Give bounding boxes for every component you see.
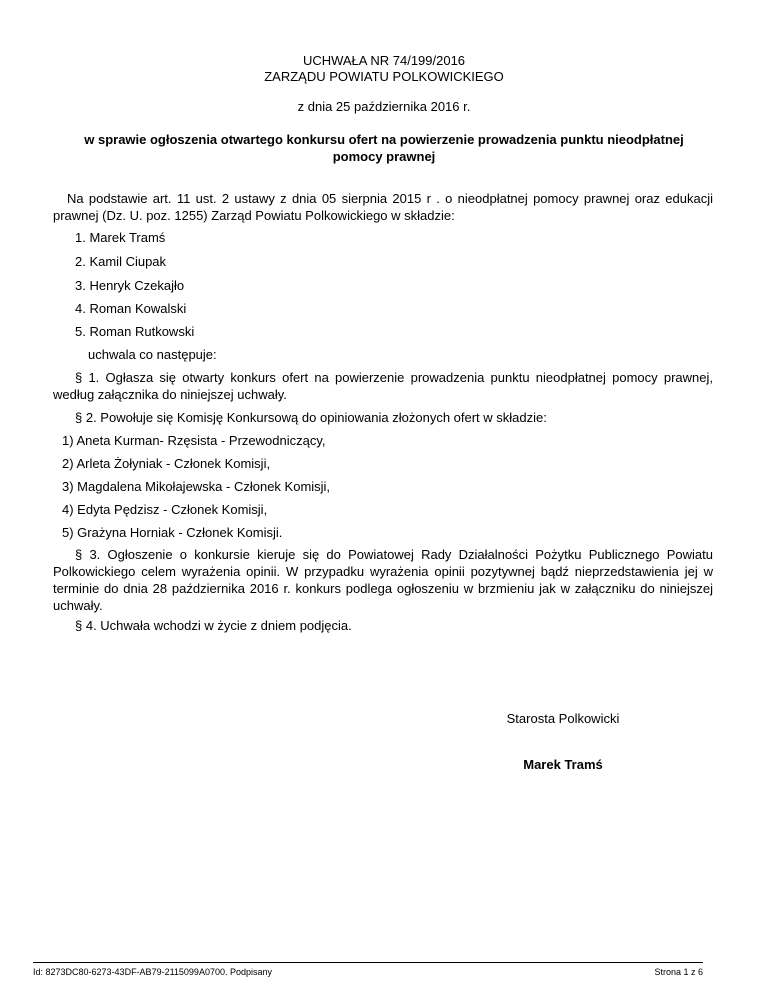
signature-name: Marek Tramś (523, 757, 603, 772)
footer-divider (33, 962, 703, 963)
board-member: 4. Roman Kowalski (75, 301, 187, 316)
board-member: 2. Kamil Ciupak (75, 254, 167, 269)
section-3: § 3. Ogłoszenie o konkursie kieruje się do Powiatowej Rady Działalności Pożytku Publicznego Powiatu Polkowickiego celem wyrażenia opinii. W przypadku wyrażenia opinii pozytywnej bądź nieprzedstawienia jej w terminie do dnia 28 października 2016 r. konkurs podlega ogłoszeniu w brzmieniu jak w załączniku do niniejszej uchwały. (53, 547, 713, 613)
committee-member: 3) Magdalena Mikołajewska - Członek Komisji, (62, 479, 331, 494)
resolution-subject: w sprawie ogłoszenia otwartego konkursu ofert na powierzenie prowadzenia punktu nieodpłatnej pomocy prawnej (84, 132, 684, 164)
signature-title: Starosta Polkowicki (506, 711, 620, 726)
board-member: 5. Roman Rutkowski (75, 324, 195, 339)
board-member: 1. Marek Tramś (75, 230, 166, 245)
issuer-name: ZARZĄDU POWIATU POLKOWICKIEGO (264, 69, 504, 84)
committee-member: 2) Arleta Żołyniak - Członek Komisji, (62, 456, 271, 471)
document-id: Id: 8273DC80-6273-43DF-AB79-2115099A0700. Podpisany (33, 967, 272, 977)
resolution-date: z dnia 25 października 2016 r. (297, 99, 471, 114)
section-1: § 1. Ogłasza się otwarty konkurs ofert na powierzenie prowadzenia punktu nieodpłatnej pomocy prawnej, według załącznika do niniejszej uchwały. (53, 370, 713, 402)
committee-member: 1) Aneta Kurman- Rzęsista - Przewodniczący, (62, 433, 326, 448)
section-4: § 4. Uchwała wchodzi w życie z dniem podjęcia. (75, 618, 352, 633)
committee-member: 4) Edyta Pędzisz - Członek Komisji, (62, 502, 268, 517)
resolves-line: uchwala co następuje: (88, 347, 217, 362)
intro-paragraph: Na podstawie art. 11 ust. 2 ustawy z dnia 05 sierpnia 2015 r . o nieodpłatnej pomocy prawnej oraz edukacji prawnej (Dz. U. poz. 1255) Zarząd Powiatu Polkowickiego w składzie: (53, 191, 713, 223)
committee-member: 5) Grażyna Horniak - Członek Komisji. (62, 525, 283, 540)
page-number: Strona 1 z 6 (654, 967, 703, 977)
board-member: 3. Henryk Czekajło (75, 278, 185, 293)
resolution-number: UCHWAŁA NR 74/199/2016 (302, 53, 466, 68)
section-2: § 2. Powołuje się Komisję Konkursową do opiniowania złożonych ofert w składzie: (75, 410, 547, 425)
